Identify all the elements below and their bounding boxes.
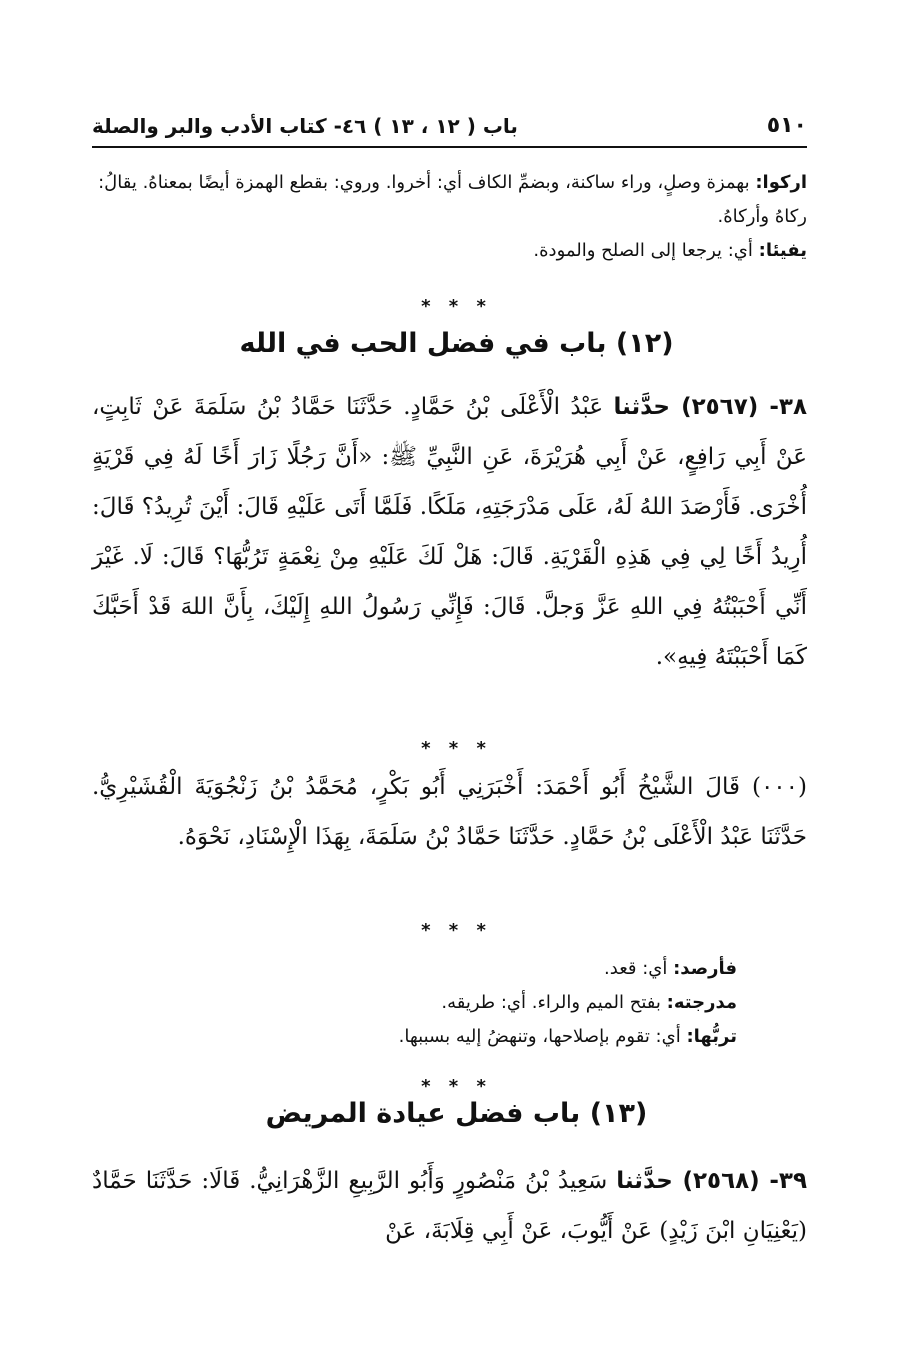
note-text: بهمزة وصلٍ، وراء ساكنة، وبضمِّ الكاف أي: أخروا. وروي: بقطع الهمزة أيضًا بمعناهُ. يقالُ: ركاهُ وأركاهُ.	[98, 172, 807, 227]
hadith-000	[92, 762, 807, 862]
hadith-39	[92, 1156, 807, 1256]
running-title: باب ( ١٢ ، ١٣ ) ٤٦- كتاب الأدب والبر والصلة	[92, 114, 518, 138]
chapter-12-heading: (١٢) باب في فضل الحب في الله	[239, 328, 674, 359]
note-yafia	[92, 234, 807, 268]
gloss-term: مدرجته:	[666, 992, 737, 1013]
gloss-item	[92, 952, 737, 986]
gloss-term: فأرصد:	[673, 958, 737, 979]
gloss-text: أي: تقوم بإصلاحها، وتنهضُ إليه بسببها.	[398, 1026, 687, 1047]
page-header	[92, 100, 807, 148]
chapter-13-heading: (١٣) باب فضل عيادة المريض	[265, 1098, 648, 1129]
hadith-38-number: ٣٨- (٢٥٦٧) حدَّثنا	[613, 394, 807, 420]
note-irkaw	[92, 166, 807, 234]
note-term: يفيئا:	[758, 240, 807, 261]
page-number: ٥١٠	[766, 113, 807, 138]
glosses	[92, 952, 807, 1054]
gloss-term: تربُّها:	[686, 1026, 737, 1047]
gloss-text: بفتح الميم والراء. أي: طريقه.	[441, 992, 667, 1013]
hadith-39-number: ٣٩- (٢٥٦٨) حدَّثنا	[616, 1168, 807, 1194]
note-term: اركوا:	[755, 172, 807, 193]
hadith-000-number: (٠٠٠)	[751, 774, 807, 800]
hadith-39-text: سَعِيدُ بْنُ مَنْصُورٍ وَأَبُو الرَّبِيعِ الزَّهْرَانِيُّ. قَالَا: حَدَّثَنَا حَمَّادٌ (يَعْنِيَانِ ابْنَ زَيْدٍ) عَنْ أَيُّوبَ، عَنْ أَبِي قِلَابَةَ، عَنْ	[92, 1168, 807, 1244]
gloss-text: أي: قعد.	[604, 958, 674, 979]
separator-2: * * *	[421, 738, 492, 759]
hadith-38-text: عَبْدُ الْأَعْلَى بْنُ حَمَّادٍ. حَدَّثَنَا حَمَّادُ بْنُ سَلَمَةَ عَنْ ثَابِتٍ، عَنْ أَبِي رَافِعٍ، عَنْ أَبِي هُرَيْرَةَ، عَنِ النَّبِيِّ ﷺ: «أَنَّ رَجُلًا زَارَ أَخًا لَهُ فِي قَرْيَةٍ أُخْرَى. فَأَرْصَدَ اللهُ لَهُ، عَلَى مَدْرَجَتِهِ، مَلَكًا. فَلَمَّا أَتَى عَلَيْهِ قَالَ: أَيْنَ تُرِيدُ؟ قَالَ: أُرِيدُ أَخًا لِي فِي هَذِهِ الْقَرْيَةِ. قَالَ: هَلْ لَكَ عَلَيْهِ مِنْ نِعْمَةٍ تَرُبُّهَا؟ قَالَ: لَا. غَيْرَ أَنِّي أَحْبَبْتُهُ فِي اللهِ عَزَّ وَجلَّ. قَالَ: فَإِنِّي رَسُولُ اللهِ إِلَيْكَ، بِأَنَّ اللهَ قَدْ أَحَبَّكَ كَمَا أَحْبَبْتَهُ فِيهِ».	[92, 394, 807, 670]
separator-3: * * *	[421, 920, 492, 941]
hadith-000-text: قَالَ الشَّيْخُ أَبُو أَحْمَدَ: أَخْبَرَنِي أَبُو بَكْرٍ، مُحَمَّدُ بْنُ زَنْجُوَيَةَ الْقُشَيْرِيُّ. حَدَّثَنَا عَبْدُ الْأَعْلَى بْنُ حَمَّادٍ. حَدَّثَنَا حَمَّادُ بْنُ سَلَمَةَ، بِهَذَا الْإِسْنَادِ، نَحْوَهُ.	[92, 774, 807, 850]
separator-1: * * *	[421, 296, 492, 317]
note-text: أي: يرجعا إلى الصلح والمودة.	[533, 240, 759, 261]
separator-4: * * *	[421, 1076, 492, 1097]
notes-top	[92, 166, 807, 268]
hadith-38	[92, 382, 807, 682]
gloss-item	[92, 986, 737, 1020]
gloss-item	[92, 1020, 737, 1054]
